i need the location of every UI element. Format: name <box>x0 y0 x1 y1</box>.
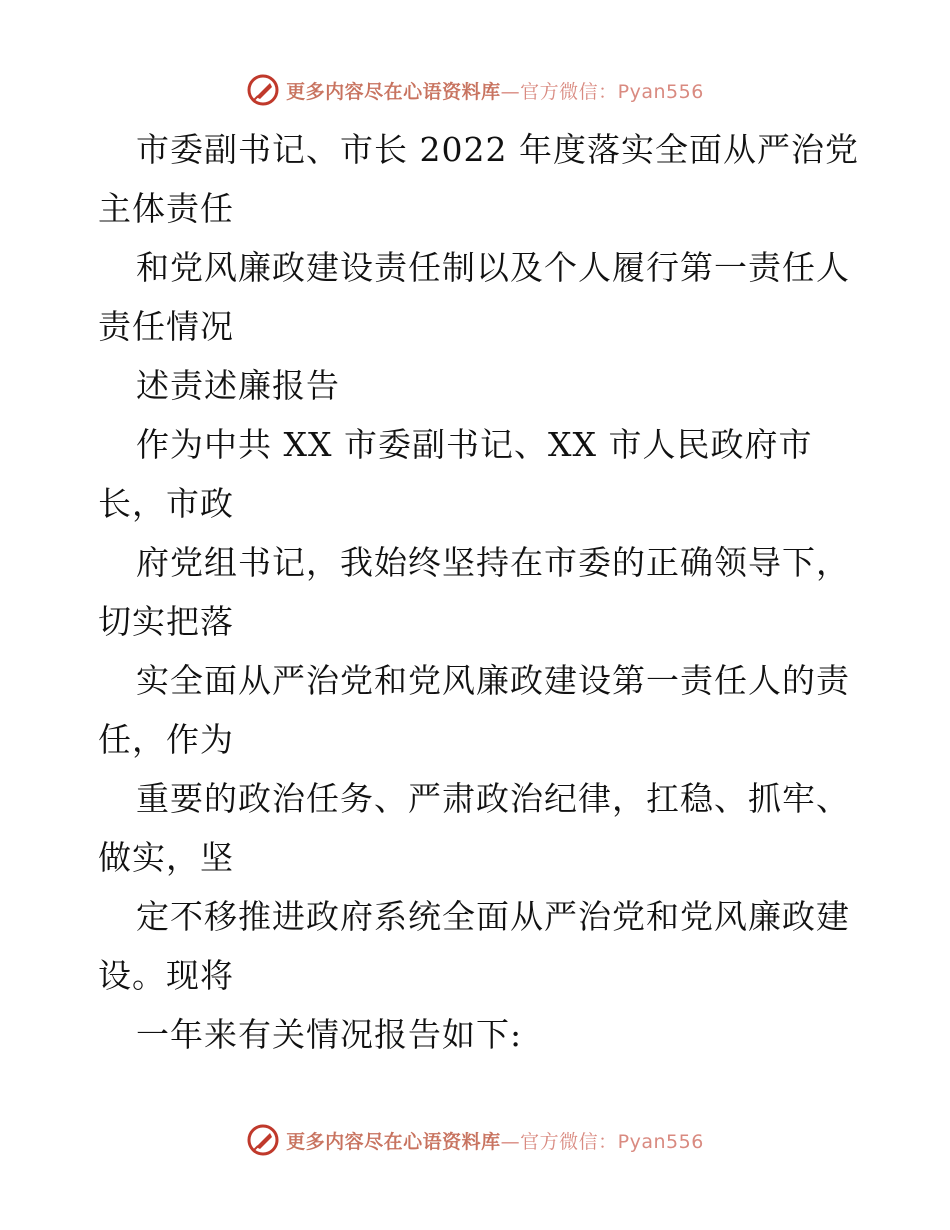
text-line: 长，市政 <box>98 484 234 523</box>
watermark-dash: — <box>500 1130 521 1153</box>
text-line: 主体责任 <box>98 189 234 228</box>
text-line: 定不移推进政府系统全面从严治党和党风廉政建 <box>136 897 850 936</box>
text-line: 实全面从严治党和党风廉政建设第一责任人的责 <box>136 661 850 700</box>
document-body <box>98 120 858 1064</box>
watermark-dash: — <box>500 80 521 103</box>
watermark-suffix: 官方微信：Pyan556 <box>520 1130 704 1153</box>
header-watermark <box>0 70 950 110</box>
text-line: 一年来有关情况报告如下: <box>136 1015 523 1054</box>
text-line: 切实把落 <box>98 602 234 641</box>
text-line: 市委副书记、市长 2022 年度落实全面从严治党 <box>136 130 859 169</box>
text-line: 重要的政治任务、严肃政治纪律，扛稳、抓牢、 <box>136 779 850 818</box>
watermark-text <box>286 1127 704 1154</box>
watermark-brand: 更多内容尽在心语资料库 <box>286 80 501 103</box>
watermark-suffix: 官方微信：Pyan556 <box>520 80 704 103</box>
text-line: 设。现将 <box>98 956 234 995</box>
footer-watermark <box>0 1120 950 1160</box>
watermark-brand: 更多内容尽在心语资料库 <box>286 1130 501 1153</box>
text-line: 和党风廉政建设责任制以及个人履行第一责任人 <box>136 248 850 287</box>
feather-logo-icon <box>246 73 280 107</box>
text-line: 做实，坚 <box>98 838 234 877</box>
text-line: 府党组书记，我始终坚持在市委的正确领导下， <box>136 543 850 582</box>
text-line: 责任情况 <box>98 307 234 346</box>
watermark-text <box>286 77 704 104</box>
text-line: 任，作为 <box>98 720 234 759</box>
text-line: 作为中共 XX 市委副书记、XX 市人民政府市 <box>136 425 813 464</box>
text-line: 述责述廉报告 <box>136 366 340 405</box>
feather-logo-icon <box>246 1123 280 1157</box>
